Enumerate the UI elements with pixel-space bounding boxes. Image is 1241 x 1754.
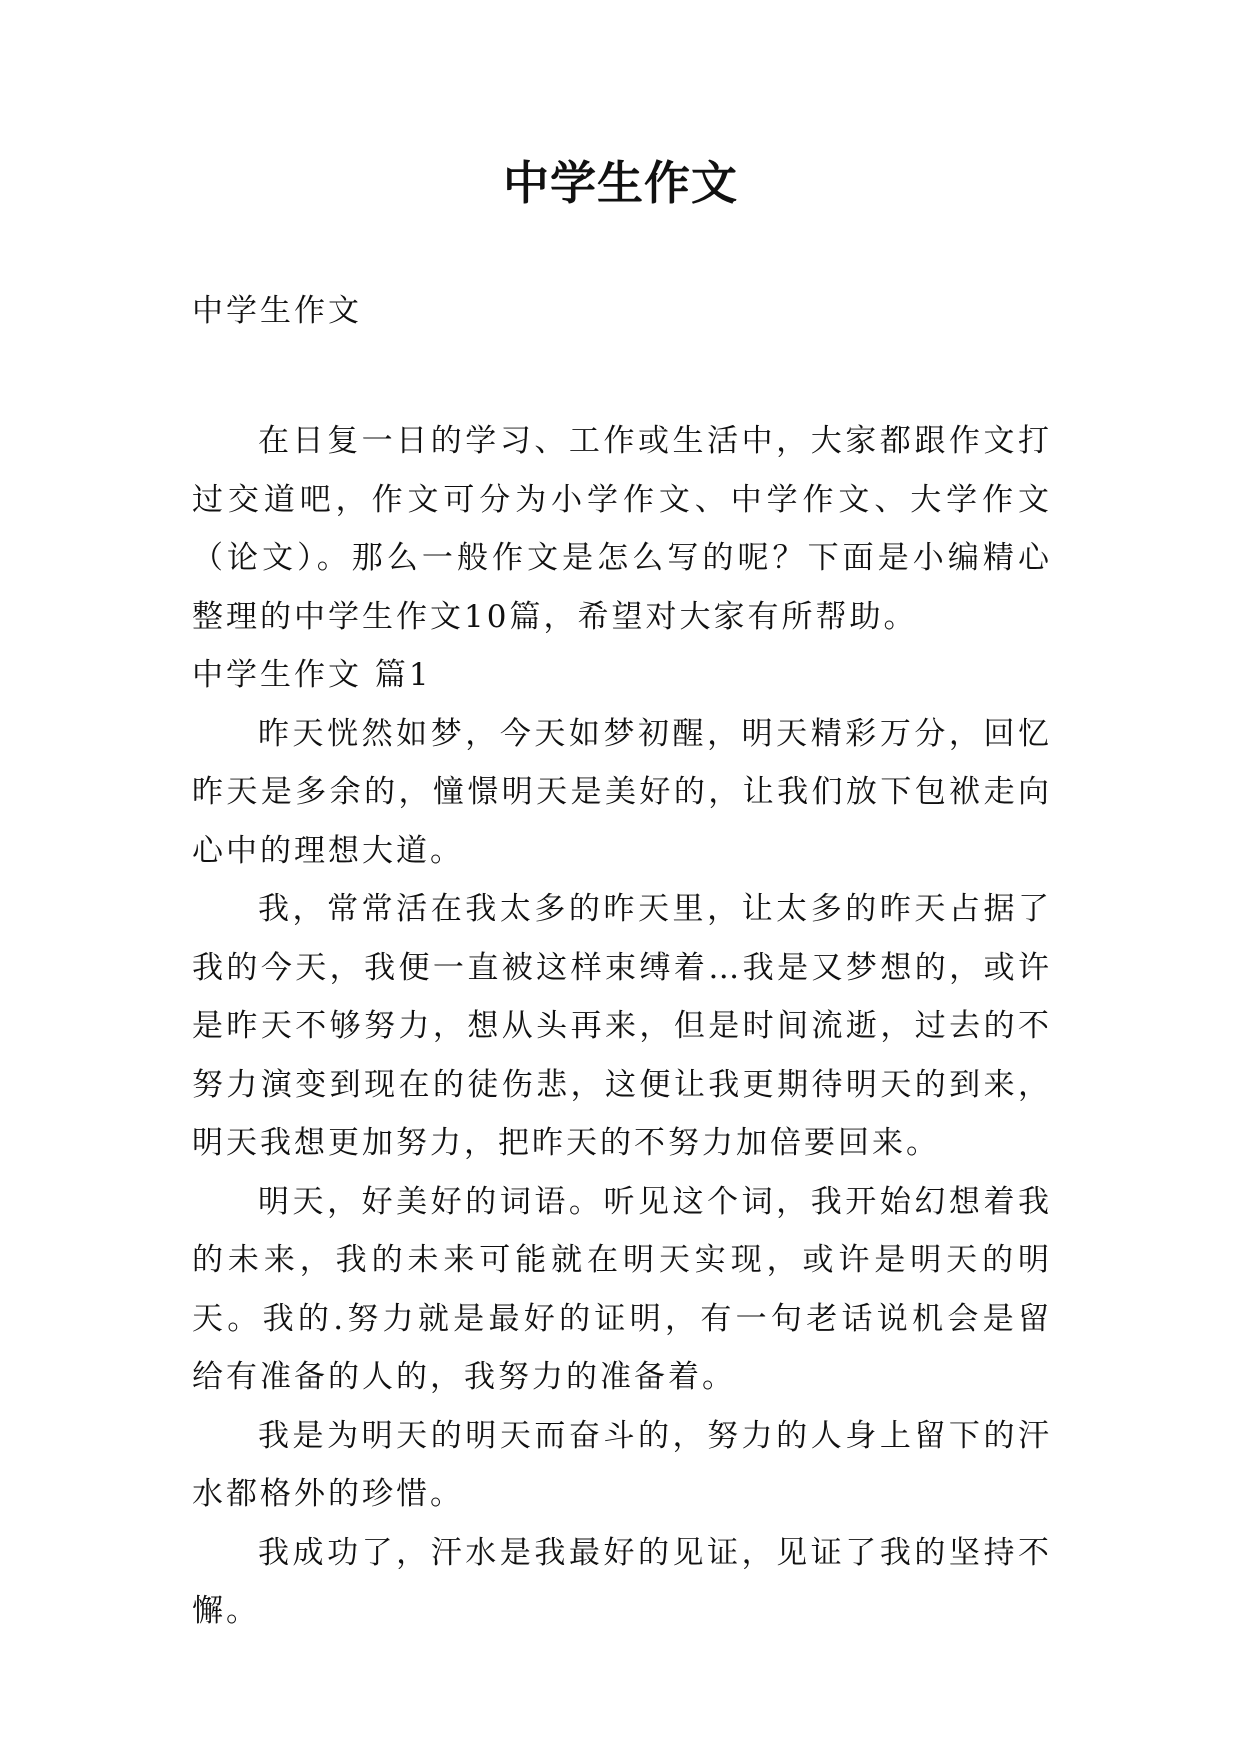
- intro-paragraph: 在日复一日的学习、工作或生活中，大家都跟作文打过交道吧，作文可分为小学作文、中学作文、大学作文（论文）。那么一般作文是怎么写的呢？下面是小编精心整理的中学生作文10篇，希望对大家有所帮助。: [192, 423, 1052, 635]
- section-heading: 中学生作文 篇1: [192, 657, 432, 693]
- essay-paragraph: 我是为明天的明天而奋斗的，努力的人身上留下的汗水都格外的珍惜。: [192, 1417, 1052, 1512]
- essay-paragraph: 昨天恍然如梦，今天如梦初醒，明天精彩万分，回忆昨天是多余的，憧憬明天是美好的，让我们放下包袱走向心中的理想大道。: [192, 715, 1052, 869]
- spacer: [192, 340, 1052, 412]
- essay-paragraph: 明天，好美好的词语。听见这个词，我开始幻想着我的未来，我的未来可能就在明天实现，或许是明天的明天。我的.努力就是最好的证明，有一句老话说机会是留给有准备的人的，我努力的准备着。: [192, 1183, 1052, 1395]
- document-subtitle: 中学生作文: [192, 293, 362, 329]
- essay-paragraph: 我成功了，汗水是我最好的见证，见证了我的坚持不懈。: [192, 1534, 1052, 1629]
- document-title: 中学生作文: [503, 156, 738, 210]
- essay-paragraph: 我，常常活在我太多的昨天里，让太多的昨天占据了我的今天，我便一直被这样束缚着…我是又梦想的，或许是昨天不够努力，想从头再来，但是时间流逝，过去的不努力演变到现在的徒伤悲，这便让我更期待明天的到来，明天我想更加努力，把昨天的不努力加倍要回来。: [192, 891, 1052, 1161]
- document-body: [192, 282, 1052, 1641]
